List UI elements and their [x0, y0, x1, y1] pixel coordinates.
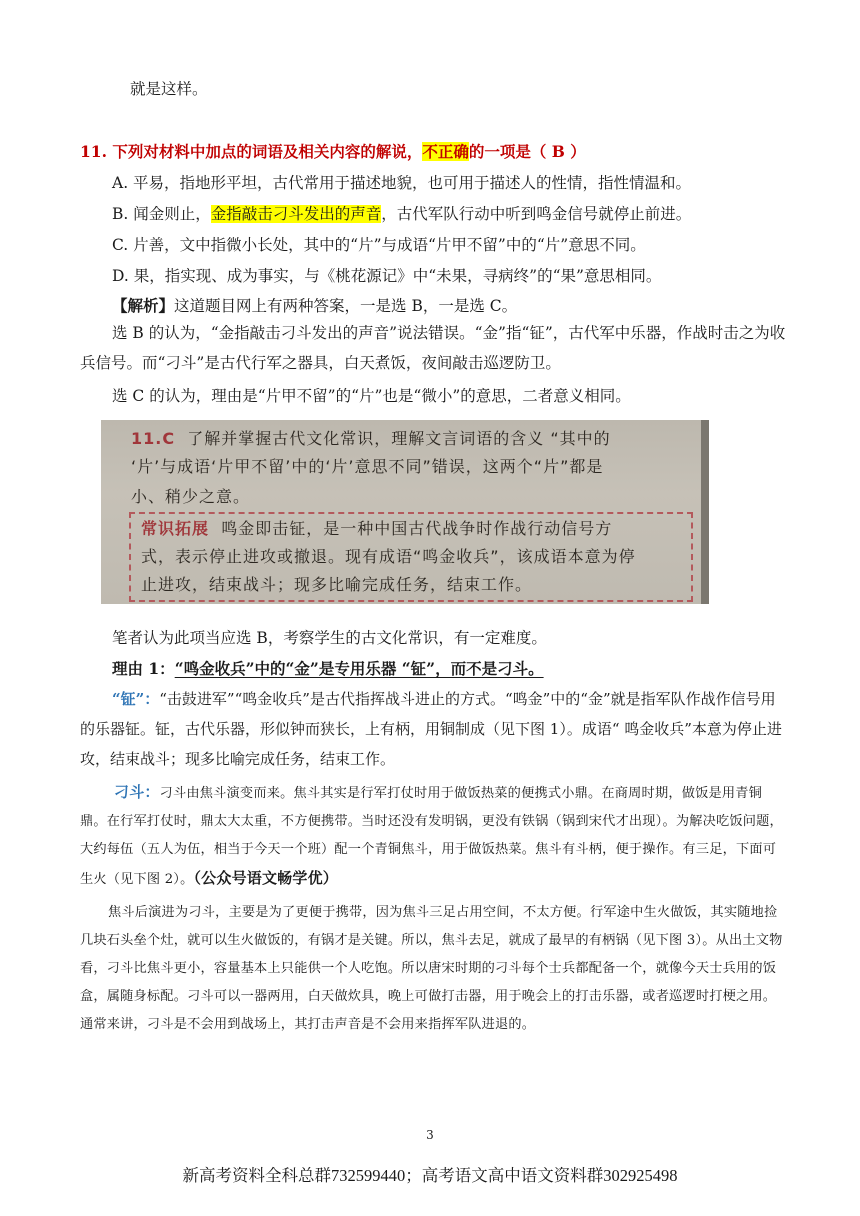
reason-1: [112, 658, 544, 680]
photo-book-edge: [701, 420, 709, 604]
textbook-answer-photo: [101, 420, 709, 604]
zheng-paragraph: [80, 684, 786, 774]
diaodou-paragraph-2: 焦斗后演进为刁斗，主要是为了更便于携带，因为焦斗三足占用空间，不太方便。行军途中生火做饭，其实随地捡几块石头垒个灶，就可以生火做饭的，有锅才是关键。所以，焦斗去足，就成了最早的有柄锅（见下图 3）。从出土文物看，刁斗比焦斗更小，容量基本上只能供一个人吃饱。所以唐宋时期的刁斗每个士兵都配备一个，就像今天士兵用的饭盒，属随身标配。刁斗可以一器两用，白天做炊具，晚上可做打击器，用于晚会上的打击乐器，或者巡逻时打梗之用。通常来讲，刁斗是不会用到战场上，其打击声音是不会用来指挥军队进退的。: [80, 905, 783, 1032]
reason-1-label: 理由 1：: [112, 659, 175, 678]
author-opinion: 笔者认为此项当应选 B，考察学生的古文化常识，有一定难度。: [112, 629, 547, 647]
diaodou-paragraph: [80, 778, 786, 894]
question-title-highlight: 不正确: [422, 142, 469, 161]
photo-line-2: ‘片’与成语‘片甲不留’中的‘片’意思不同”错误，这两个“片”都是: [131, 457, 604, 476]
diaodou-text: 刁斗由焦斗演变而来。焦斗其实是行军打仗时用于做饭热菜的便携式小鼎。在商周时期，做饭是用青铜鼎。在行军打仗时，鼎太大太重，不方便携带。当时还没有发明锅，更没有铁锅（锅到宋代才出现）。为解决吃饭问题，大约每伍（五人为伍，相当于今天一个班）配一个青铜焦斗，用于做饭热菜。焦斗有斗柄，便于操作。有三足，下面可生火（见下图 2）。: [80, 786, 783, 887]
analysis-intro: [112, 295, 517, 317]
option-a: A. 平易，指地形平坦，古代常用于描述地貌，也可用于描述人的性情，指性情温和。: [112, 174, 692, 192]
photo-knowledge-tag: 常识拓展: [141, 519, 210, 538]
option-d: D. 果，指实现、成为事实，与《桃花源记》中“未果，寻病终”的“果”意思相同。: [112, 267, 662, 285]
analysis-option-c: 选 C 的认为，理由是“片甲不留”的“片”也是“微小”的意思，二者意义相同。: [112, 387, 631, 405]
photo-answer-tag: 11.C: [131, 429, 176, 448]
photo-line-4-text: 鸣金即击钲，是一种中国古代战争时作战行动信号方: [221, 519, 613, 538]
question-title-part2: 的一项是（ B ）: [468, 142, 586, 161]
option-c: C. 片善，文中指微小长处，其中的“片”与成语“片甲不留”中的“片”意思不同。: [112, 236, 646, 254]
photo-line-1-text: 了解并掌握古代文化常识，理解文言词语的含义 “其中的: [187, 429, 611, 448]
footer-advertisement: 新高考资料全科总群732599440；高考语文高中语文资料群302925498: [182, 1166, 678, 1185]
photo-line-5: 式，表示停止进攻或撤退。现有成语“鸣金收兵”，该成语本意为停: [141, 547, 636, 566]
analysis-intro-text: 这道题目网上有两种答案，一是选 B，一是选 C。: [174, 297, 518, 315]
zheng-text: “击鼓进军”“鸣金收兵”是古代指挥战斗进止的方式。“鸣金”中的“金”就是指军队作战作信号用的乐器钲。钲，古代乐器，形似钟而狭长，上有柄，用铜制成（见下图 1）。成语“ 鸣金收兵”本意为停止进攻，结束战斗；现多比喻完成任务，结束工作。: [80, 690, 782, 768]
option-b-pre: B. 闻金则止，: [112, 205, 211, 223]
option-b: [112, 203, 691, 225]
question-title: [80, 141, 586, 163]
option-b-post: ，古代军队行动中听到鸣金信号就停止前进。: [381, 205, 692, 223]
photo-line-3: 小、稍少之意。: [131, 487, 251, 506]
reason-1-text: “鸣金收兵”中的“金”是专用乐器 “钲”，而不是刁斗。: [174, 659, 544, 678]
photo-line-4: [141, 516, 612, 539]
analysis-label: 【解析】: [112, 296, 175, 315]
zheng-term: “钲”：: [112, 690, 160, 708]
diaodou-source: （公众号语文畅学优）: [193, 869, 338, 887]
page-number: 3: [426, 1128, 434, 1142]
diaodou-term: 刁斗：: [114, 783, 160, 801]
question-title-part1: 11. 下列对材料中加点的词语及相关内容的解说，: [80, 142, 423, 161]
top-line: 就是这样。: [130, 80, 208, 98]
option-b-highlight: 金指敲击刁斗发出的声音: [210, 205, 382, 223]
photo-line-6: 止进攻，结束战斗；现多比喻完成任务，结束工作。: [141, 575, 533, 594]
analysis-option-b: 选 B 的认为，“金指敲击刁斗发出的声音”说法错误。“金”指“钲”，古代军中乐器，作战时击之为收兵信号。而“刁斗”是古代行军之器具，白天煮饭，夜间敲击巡逻防卫。: [80, 324, 786, 372]
photo-line-1: [131, 426, 611, 449]
